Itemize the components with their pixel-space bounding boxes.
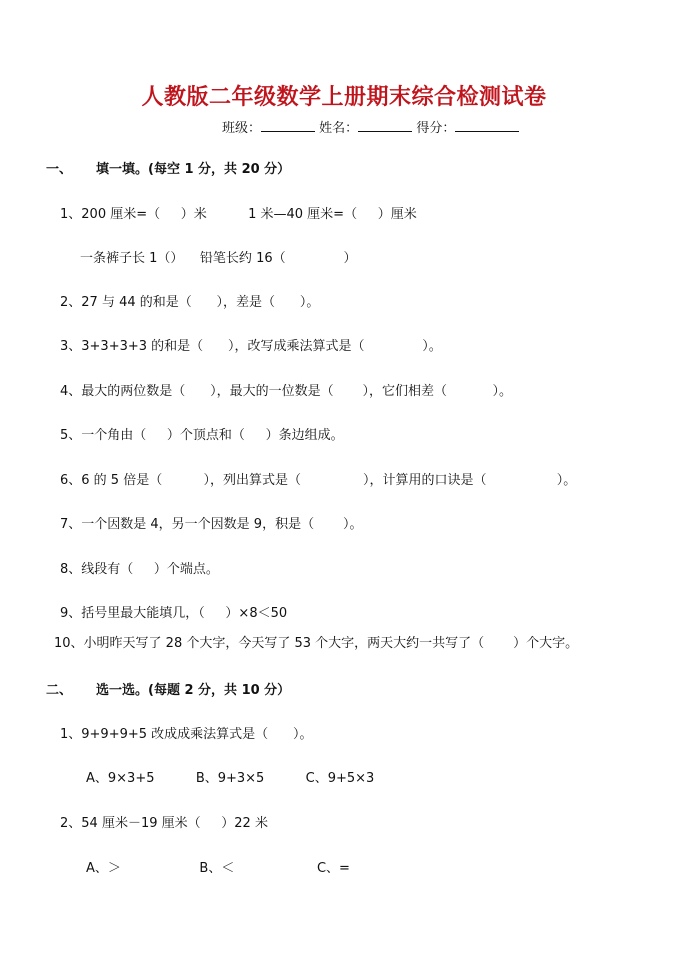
question-1-7: 7、一个因数是 4，另一个因数是 9，积是（ ）。 [60, 517, 363, 532]
question-1-9: 9、括号里最大能填几，（ ）×8＜50 [60, 606, 288, 621]
question-1-5: 5、一个角由（ ）个顶点和（ ）条边组成。 [60, 428, 344, 443]
question-1-4: 4、最大的两位数是（ ），最大的一位数是（ ），它们相差（ ）。 [60, 384, 512, 399]
section-1-heading [46, 158, 290, 177]
question-1-1b: 一条裤子长 1（） 铅笔长约 16（ ） [80, 251, 357, 266]
section-2-heading [46, 679, 290, 698]
question-1-10: 10、小明昨天写了 28 个大字，今天写了 53 个大字，两天大约一共写了（ ）个大字。 [54, 636, 579, 651]
question-2-1-options: A、9×3+5 B、9+3×5 C、9+5×3 [86, 771, 375, 786]
question-1-2: 2、27 与 44 的和是（ ），差是（ ）。 [60, 295, 320, 310]
question-2-1: 1、9+9+9+5 改成成乘法算式是（ ）。 [60, 727, 313, 742]
section-1-title: 填一填。(每空 1 分，共 20 分） [96, 162, 291, 177]
name-label: 姓名： [319, 121, 359, 136]
section-2-title: 选一选。(每题 2 分，共 10 分） [96, 683, 291, 698]
class-label: 班级： [222, 121, 262, 136]
score-label: 得分： [416, 121, 456, 136]
name-blank[interactable] [358, 119, 412, 132]
question-1-1: 1、200 厘米=（ ）米 1 米—40 厘米=（ ）厘米 [60, 207, 417, 222]
section-1-number: 一、 [46, 162, 73, 177]
question-2-2: 2、54 厘米－19 厘米（ ）22 米 [60, 816, 268, 831]
student-info-row [222, 117, 519, 136]
exam-title: 人教版二年级数学上册期末综合检测试卷 [141, 85, 547, 110]
score-blank[interactable] [455, 119, 519, 132]
class-blank[interactable] [261, 119, 315, 132]
section-2-number: 二、 [46, 683, 73, 698]
question-1-6: 6、6 的 5 倍是（ ），列出算式是（ ），计算用的口诀是（ ）。 [60, 473, 577, 488]
question-1-3: 3、3+3+3+3 的和是（ ），改写成乘法算式是（ ）。 [60, 339, 442, 354]
question-1-8: 8、线段有（ ）个端点。 [60, 562, 219, 577]
question-2-2-options: A、＞ B、＜ C、= [86, 861, 350, 876]
